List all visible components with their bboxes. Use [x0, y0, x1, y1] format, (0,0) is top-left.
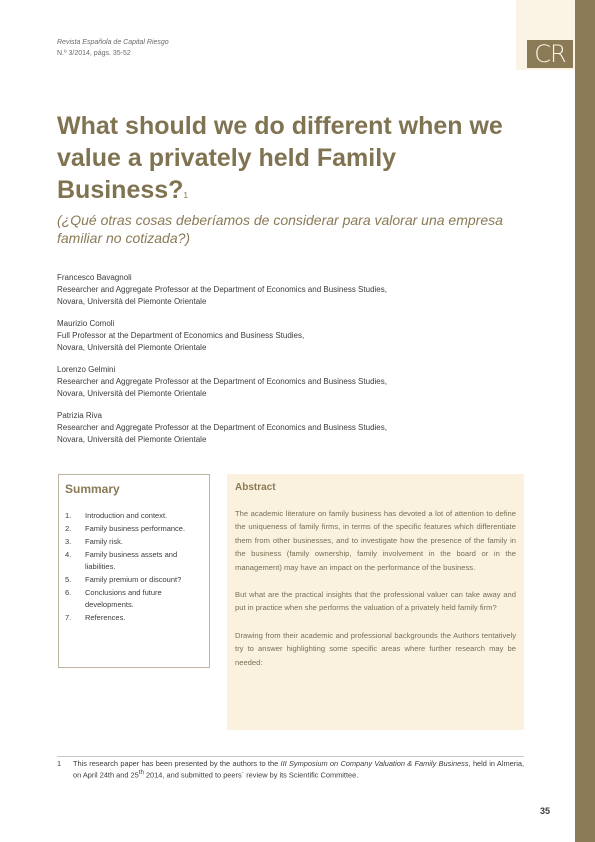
author-institution: Novara, Università del Piemonte Orientale	[57, 297, 207, 306]
summary-box	[58, 474, 210, 668]
summary-item-number: 1.	[65, 511, 72, 520]
author-affiliation: Full Professor at the Department of Economics and Business Studies,	[57, 331, 305, 340]
abstract-paragraph: The academic literature on family business has devoted a lot of attention to define the uniqueness of family firms, in terms of the specific features which differentiate them from other businesses, and to investigate how the presence of the family in the business (family ownership, family involvement in the board or in the management) may have an impact on the performance of the business.	[235, 509, 516, 572]
author-name: Francesco Bavagnoli	[57, 273, 132, 282]
summary-item	[65, 587, 203, 611]
summary-item	[65, 549, 203, 573]
footnote-text-part: This research paper has been presented by the authors to the	[73, 759, 281, 768]
summary-item	[65, 510, 203, 522]
abstract-paragraph: But what are the practical insights that the professional valuer can take away and put in practice when she performs the valuation of a privately held family firm?	[235, 590, 516, 613]
page-number: 35	[540, 806, 551, 816]
footnote	[57, 760, 524, 779]
summary-item-text: Conclusions and future developments.	[85, 588, 162, 609]
author-entry	[57, 318, 477, 354]
footnote-text	[73, 760, 524, 779]
author-institution: Novara, Università del Piemonte Orientale	[57, 343, 207, 352]
abstract-paragraph: Drawing from their academic and professional backgrounds the Authors tentatively try to answer highlighting some specific areas where further research may be needed:	[235, 630, 516, 667]
side-band	[575, 0, 595, 842]
summary-item-text: Family business performance.	[85, 524, 186, 533]
journal-name: Revista Española de Capital Riesgo	[57, 39, 169, 46]
summary-item	[65, 612, 203, 624]
author-entry	[57, 410, 477, 446]
summary-item-text: Family risk.	[85, 537, 123, 546]
paper-title	[57, 110, 517, 206]
journal-logo: CR	[527, 40, 573, 68]
summary-item	[65, 574, 203, 586]
author-name: Lorenzo Gelmini	[57, 365, 116, 374]
title-text: What should we do different when we value a privately held Family Business?	[57, 112, 503, 204]
footnote-text-part: , held in Almeria, on April 24th and 25	[73, 759, 525, 779]
summary-item-text: Family premium or discount?	[85, 575, 182, 584]
summary-item-text: Family business assets and liabilities.	[85, 550, 178, 571]
author-affiliation: Researcher and Aggregate Professor at the Department of Economics and Business Studies,	[57, 285, 387, 294]
author-affiliation: Researcher and Aggregate Professor at the Department of Economics and Business Studies,	[57, 377, 387, 386]
summary-item	[65, 536, 203, 548]
summary-item-number: 5.	[65, 575, 72, 584]
summary-item-number: 2.	[65, 524, 72, 533]
summary-list	[65, 510, 203, 624]
summary-item-number: 4.	[65, 550, 72, 559]
paper-subtitle: (¿Qué otras cosas deberíamos de considerar para valorar una empresa familiar no cotizada?)	[57, 212, 503, 246]
abstract-title: Abstract	[235, 482, 276, 493]
author-institution: Novara, Università del Piemonte Orientale	[57, 435, 207, 444]
issue-info: N.º 3/2014, págs. 35-52	[57, 50, 131, 57]
author-name: Patrizia Riva	[57, 411, 102, 420]
author-affiliation: Researcher and Aggregate Professor at the Department of Economics and Business Studies,	[57, 423, 387, 432]
author-institution: Novara, Università del Piemonte Orientale	[57, 389, 207, 398]
footnote-superscript: th	[138, 768, 144, 776]
title-footnote-mark: 1	[183, 191, 188, 200]
summary-item-number: 6.	[65, 588, 72, 597]
author-entry	[57, 364, 477, 400]
abstract-box	[227, 474, 524, 730]
footnote-text-part: 2014, and submitted to peers´ review by its Scientific Committee.	[143, 769, 359, 779]
summary-title: Summary	[65, 482, 120, 496]
footnote-event-name: III Symposium on Company Valuation & Family Business	[280, 759, 469, 768]
summary-item-text: References.	[85, 613, 126, 622]
summary-item-number: 3.	[65, 537, 72, 546]
author-entry	[57, 272, 477, 308]
author-name: Maurizio Comoli	[57, 319, 115, 328]
summary-item-number: 7.	[65, 613, 72, 622]
footnote-number: 1	[57, 759, 62, 768]
summary-item	[65, 523, 203, 535]
authors-block	[57, 272, 477, 456]
footnote-divider	[57, 756, 524, 757]
summary-item-text: Introduction and context.	[85, 511, 168, 520]
